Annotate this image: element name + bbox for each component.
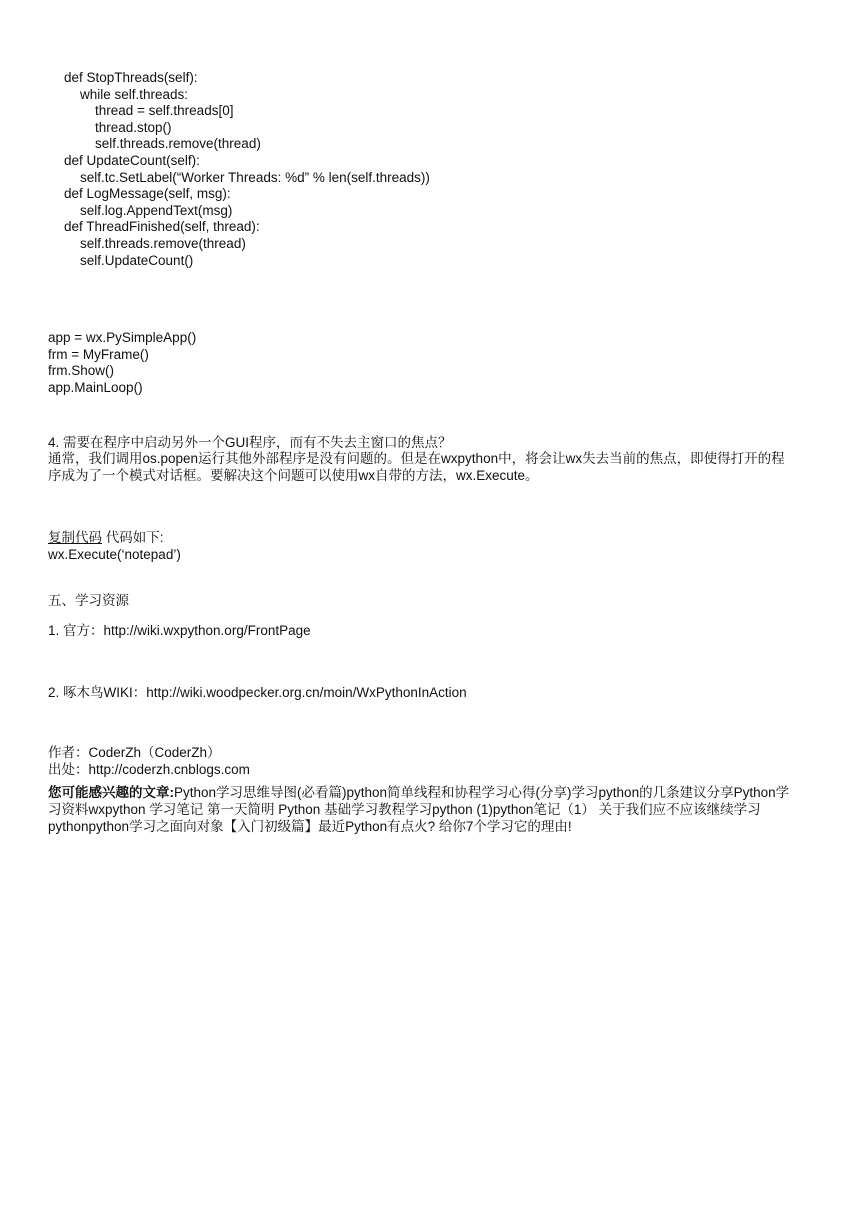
code-line: self.threads.remove(thread): [80, 235, 246, 251]
copy-code-link[interactable]: 复制代码: [48, 530, 102, 546]
section-question: 4. 需要在程序中启动另外一个GUI程序，而有不失去主窗口的焦点？: [48, 434, 452, 450]
code-line: app = wx.PySimpleApp(): [48, 330, 197, 346]
related-label: 您可能感兴趣的文章:: [48, 785, 174, 801]
related-line[interactable]: 习资料wxpython 学习笔记 第一天简明 Python 基础学习教程学习python (1)python笔记（1） 关于我们应不应该继续学习: [48, 802, 761, 818]
section-explanation: 通常，我们调用os.popen运行其他外部程序是没有问题的。但是在wxpython中，将会让wx失去当前的焦点，即使得打开的程: [48, 451, 785, 467]
code-line: self.tc.SetLabel(“Worker Threads: %d” % len(self.threads)): [80, 169, 430, 185]
author-line: 作者：CoderZh（CoderZh）: [48, 745, 221, 761]
code-line: thread = self.threads[0]: [95, 103, 234, 119]
code-line: self.threads.remove(thread): [95, 136, 261, 152]
copy-code-block: [48, 530, 828, 563]
code-line: wx.Execute(‘notepad’): [48, 546, 181, 562]
related-line[interactable]: pythonpython学习之面向对象【入门初级篇】最近Python有点火? 给你7个学习它的理由!: [48, 818, 572, 834]
author-block: [48, 745, 828, 778]
code-block-app: [48, 330, 828, 396]
code-line: while self.threads:: [80, 86, 189, 102]
code-line: self.UpdateCount(): [80, 252, 194, 268]
resources-heading: 五、学习资源: [48, 593, 129, 609]
section-explanation: 序成为了一个模式对话框。要解决这个问题可以使用wx自带的方法，wx.Execute。: [48, 467, 539, 483]
code-block-threads: [48, 70, 828, 269]
code-line: frm = MyFrame(): [48, 346, 149, 362]
code-line: def StopThreads(self):: [64, 70, 198, 85]
document-body: [48, 70, 828, 835]
source-line: 出处：http://coderzh.cnblogs.com: [48, 761, 250, 777]
related-links[interactable]: Python学习思维导图(必看篇)python简单线程和协程学习心得(分享)学习python的几条建议分享Python学: [174, 785, 790, 801]
code-line: app.MainLoop(): [48, 379, 143, 395]
resources-section: [48, 593, 828, 701]
resource-item: 1. 官方：http://wiki.wxpython.org/FrontPage: [48, 623, 311, 639]
copy-code-header: [48, 530, 828, 547]
related-line: [48, 785, 828, 802]
resource-item: 2. 啄木鸟WIKI：http://wiki.woodpecker.org.cn/moin/WxPythonInAction: [48, 684, 467, 700]
code-line: def ThreadFinished(self, thread):: [64, 219, 260, 235]
code-line: def UpdateCount(self):: [64, 152, 200, 168]
code-line: thread.stop(): [95, 119, 172, 135]
code-line: frm.Show(): [48, 363, 115, 379]
section-4: [48, 435, 828, 485]
copy-code-suffix: 代码如下:: [102, 530, 164, 546]
code-line: self.log.AppendText(msg): [80, 202, 233, 218]
code-line: def LogMessage(self, msg):: [64, 186, 231, 202]
related-articles: [48, 785, 828, 835]
